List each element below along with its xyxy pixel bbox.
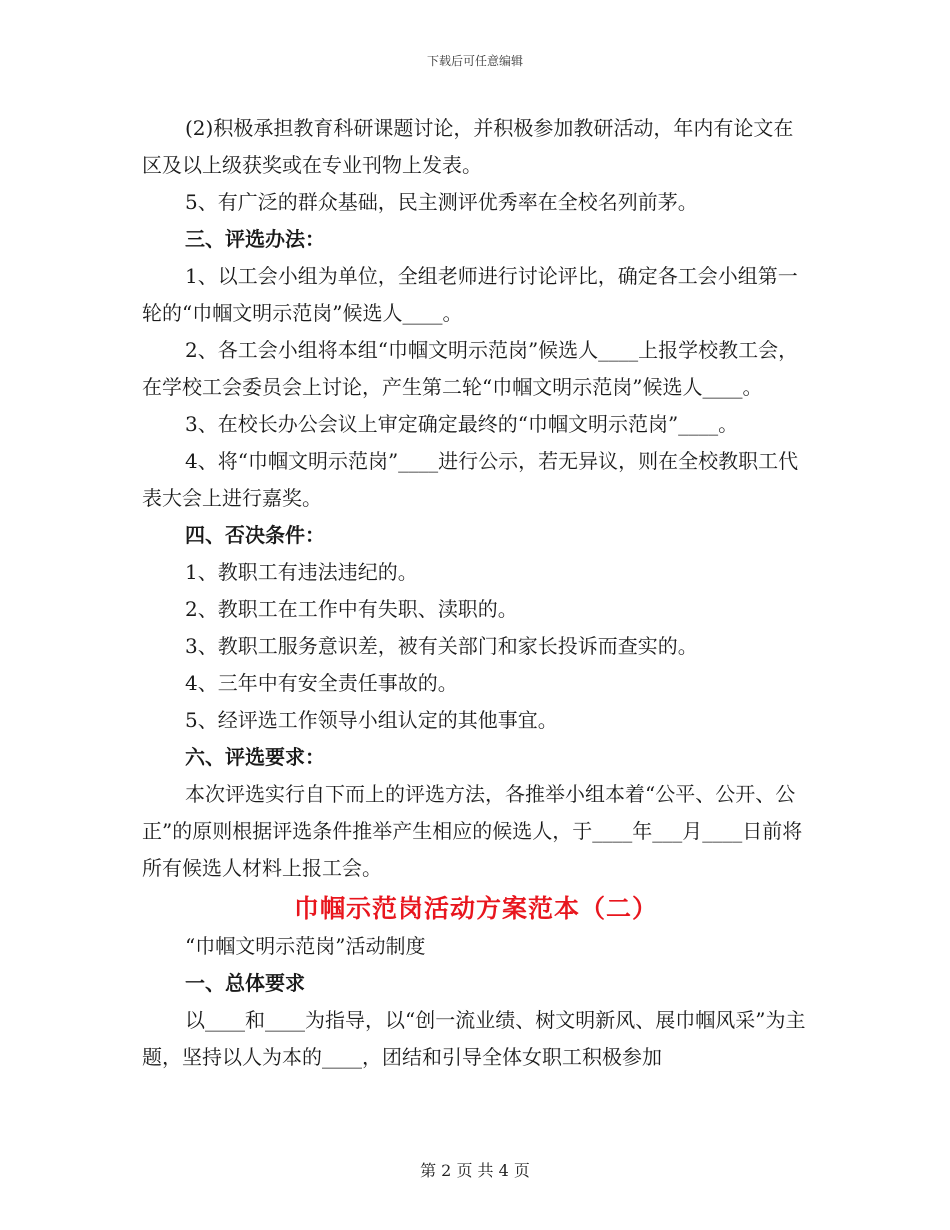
paragraph: 以____和____为指导，以“创一流业绩、树文明新风、展巾帼风采”为主题，坚持以人为本的____，团结和引导全体女职工积极参加: [142, 1008, 806, 1069]
paragraph: 3、在校长办公会议上审定确定最终的“巾帼文明示范岗”____。: [185, 412, 739, 436]
document-title: 巾帼示范岗活动方案范本（二）: [293, 894, 658, 923]
paragraph: 5、有广泛的群众基础，民主测评优秀率在全校名列前茅。: [185, 190, 698, 214]
section-heading: 三、评选办法：: [185, 227, 325, 251]
page-footer: 第 2 页 共 4 页: [420, 1161, 530, 1180]
paragraph: 2、教职工在工作中有失职、渎职的。: [185, 597, 518, 621]
document-body: [142, 110, 810, 1076]
paragraph: (2)积极承担教育科研课题讨论，并积极参加教研活动，年内有论文在区及以上级获奖或在专业刊物上发表。: [142, 116, 794, 177]
section-heading: 一、总体要求: [185, 971, 305, 995]
paragraph: 2、各工会小组将本组“巾帼文明示范岗”候选人____上报学校教工会，在学校工会委员会上讨论，产生第二轮“巾帼文明示范岗”候选人____。: [142, 338, 799, 399]
paragraph: 本次评选实行自下而上的评选方法，各推举小组本着“公平、公开、公正”的原则根据评选条件推举产生相应的候选人，于____年___月____日前将所有候选人材料上报工会。: [142, 782, 803, 880]
paragraph: 5、经评选工作领导小组认定的其他事宜。: [185, 708, 558, 732]
section-heading: 六、评选要求：: [185, 745, 325, 769]
paragraph: 1、教职工有违法违纪的。: [185, 560, 418, 584]
paragraph: 4、将“巾帼文明示范岗”____进行公示，若无异议，则在全校教职工代表大会上进行嘉奖。: [142, 449, 799, 510]
paragraph: “巾帼文明示范岗”活动制度: [185, 934, 426, 958]
section-heading: 四、否决条件：: [185, 523, 325, 547]
paragraph: 3、教职工服务意识差，被有关部门和家长投诉而查实的。: [185, 634, 698, 658]
paragraph: 1、以工会小组为单位，全组老师进行讨论评比，确定各工会小组第一轮的“巾帼文明示范岗”候选人____。: [142, 264, 798, 325]
paragraph: 4、三年中有安全责任事故的。: [185, 671, 458, 695]
page-header: 下载后可任意编辑: [426, 54, 523, 68]
